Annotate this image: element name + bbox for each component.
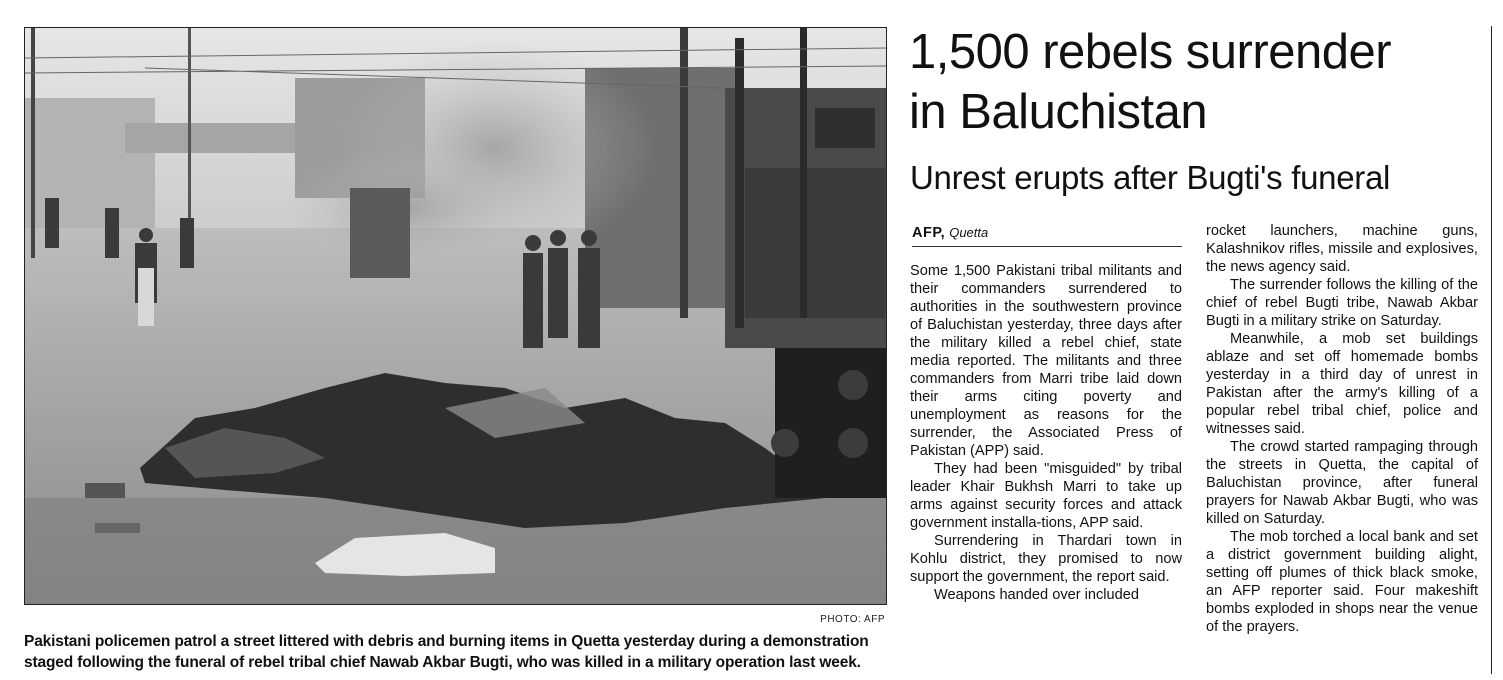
article-paragraph: They had been "misguided" by tribal leader Khair Bukhsh Marri to take up arms against security forces and attack government installa-tions, APP said.	[910, 461, 1182, 531]
article-column-1	[910, 262, 1182, 604]
subheadline: Unrest erupts after Bugti's funeral	[910, 159, 1391, 196]
headline	[909, 22, 1489, 142]
photo-credit: PHOTO: AFP	[820, 614, 885, 625]
byline-place: Quetta	[949, 225, 989, 240]
article-paragraph: rocket launchers, machine guns, Kalashnikov rifles, missile and explosives, the news agency said.	[1206, 223, 1478, 275]
byline-agency: AFP,	[912, 225, 946, 241]
article-paragraph: Meanwhile, a mob set buildings ablaze and set off homemade bombs yesterday in a third day of unrest in Pakistan after the army's killing of a popular rebel tribal chief, police and witnesses said.	[1206, 331, 1478, 437]
headline-line: 1,500 rebels surrender	[909, 25, 1392, 79]
page-right-rule	[1491, 26, 1492, 674]
byline	[912, 223, 1182, 247]
headline-line: in Baluchistan	[909, 85, 1208, 139]
article-paragraph: The surrender follows the killing of the chief of rebel Bugti tribe, Nawab Akbar Bugti in a military strike on Saturday.	[1206, 277, 1478, 329]
article-paragraph: The mob torched a local bank and set a district government building alight, setting off plumes of thick black smoke, an AFP reporter said. Four makeshift bombs exploded in shops near the venue of the prayers.	[1206, 529, 1478, 635]
article-paragraph: Weapons handed over included	[934, 587, 1140, 603]
article-paragraph: The crowd started rampaging through the streets in Quetta, the capital of Baluchistan province, after funeral prayers for Nawab Akbar Bugti, who was killed on Saturday.	[1206, 439, 1478, 527]
caption-line: staged following the funeral of rebel tribal chief Nawab Akbar Bugti, who was killed in a military operation last week.	[24, 654, 861, 671]
photo-caption	[24, 631, 894, 673]
article-column-2	[1206, 222, 1478, 636]
article-paragraph: Surrendering in Thardari town in Kohlu district, they promised to now support the government, the report said.	[910, 533, 1182, 585]
caption-line: Pakistani policemen patrol a street littered with debris and burning items in Quetta yesterday during a demonstration	[24, 633, 869, 650]
article-paragraph: Some 1,500 Pakistani tribal militants and their commanders surrendered to authorities in the southwestern province of Baluchistan yesterday, three days after the military killed a rebel chief, state media reported. The militants and three commanders from Marri tribe laid down their arms citing poverty and unemployment as reasons for the surrender, the Associated Press of Pakistan (APP) said.	[910, 263, 1182, 459]
news-photo	[24, 27, 887, 605]
